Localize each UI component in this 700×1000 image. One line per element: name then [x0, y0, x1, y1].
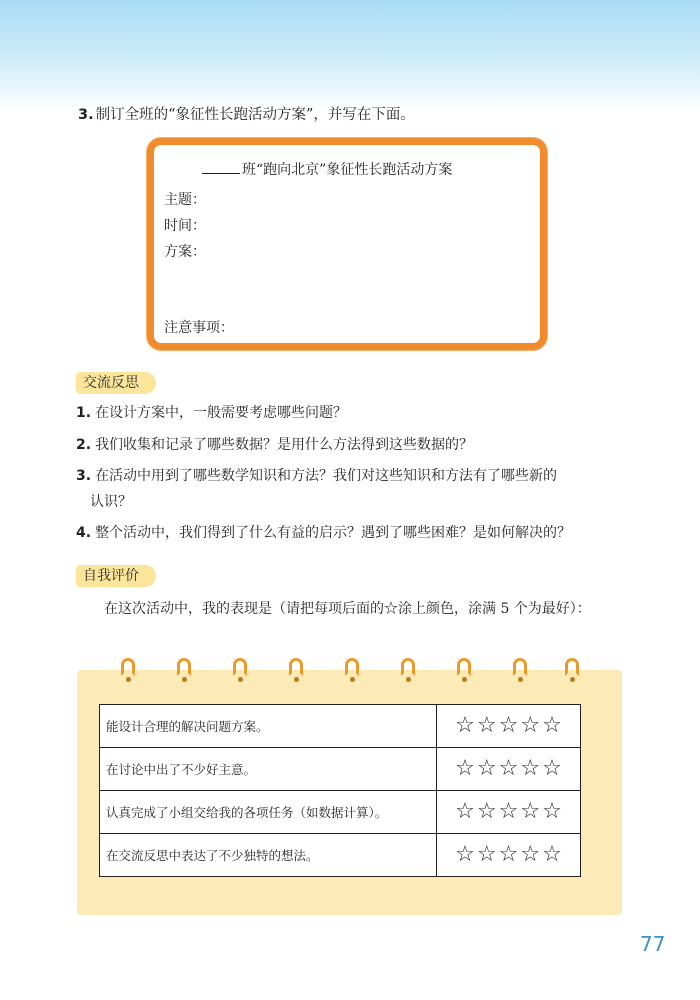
reflection-question-text: 在设计方案中，一般需要考虑哪些问题？ [95, 405, 348, 421]
star-icon[interactable]: ☆ [498, 713, 519, 738]
star-icon[interactable]: ☆ [455, 713, 475, 738]
star-icon[interactable]: ☆ [455, 842, 475, 867]
star-icon[interactable]: ☆ [455, 756, 475, 781]
plan-field-theme: 主题： [164, 192, 206, 208]
binder-ring-icon [513, 658, 527, 676]
reflection-question-text: 我们收集和记录了哪些数据？是用什么方法得到这些数据的？ [95, 437, 474, 453]
question-3-number: 3. [78, 107, 94, 123]
binder-ring-icon [565, 658, 579, 676]
self-eval-table [99, 704, 581, 877]
page-number: 77 [640, 932, 666, 956]
reflection-question-2 [76, 432, 636, 458]
star-icon[interactable]: ☆ [542, 799, 562, 824]
table-row [100, 705, 581, 748]
binder-ring-icon [121, 658, 135, 676]
reflection-question-3 [76, 463, 636, 515]
binder-ring-icon [233, 658, 247, 676]
table-row [100, 748, 581, 791]
star-icon[interactable]: ☆ [498, 842, 519, 867]
binder-ring-icon [401, 658, 415, 676]
plan-field-time: 时间： [164, 218, 206, 234]
reflection-question-continuation: 认识？ [90, 494, 132, 510]
reflection-question-text: 在活动中用到了哪些数学知识和方法？我们对这些知识和方法有了哪些新的 [95, 468, 558, 484]
star-icon[interactable]: ☆ [498, 756, 519, 781]
reflection-tag: 交流反思 [76, 372, 149, 394]
star-rating [437, 834, 581, 877]
eval-item-desc: 能设计合理的解决问题方案。 [100, 705, 437, 748]
star-icon[interactable]: ☆ [476, 756, 497, 781]
self-eval-intro: 在这次活动中，我的表现是（请把每项后面的☆涂上颜色，涂满 5 个为最好）： [104, 601, 591, 617]
self-eval-notepad [77, 670, 622, 915]
star-icon[interactable]: ☆ [542, 842, 562, 867]
reflection-question-4 [76, 520, 636, 546]
table-row [100, 834, 581, 877]
star-rating [437, 748, 581, 791]
reflection-question-number: 3. [76, 468, 92, 484]
star-icon[interactable]: ☆ [476, 799, 497, 824]
star-icon[interactable]: ☆ [520, 756, 541, 781]
reflection-question-1 [76, 400, 636, 426]
star-icon[interactable]: ☆ [455, 799, 475, 824]
plan-field-notes: 注意事项： [164, 320, 234, 336]
star-icon[interactable]: ☆ [542, 756, 562, 781]
plan-title [202, 159, 452, 179]
star-icon[interactable]: ☆ [520, 842, 541, 867]
binder-ring-icon [177, 658, 191, 676]
reflection-question-number: 1. [76, 405, 92, 421]
reflection-question-number: 4. [76, 525, 92, 541]
star-rating [437, 705, 581, 748]
question-3-text: 制订全班的“象征性长跑活动方案”，并写在下面。 [95, 107, 415, 123]
binder-ring-icon [345, 658, 359, 676]
star-icon[interactable]: ☆ [520, 799, 541, 824]
plan-title-text: 班“跑向北京”象征性长跑活动方案 [242, 162, 453, 178]
star-rating [437, 791, 581, 834]
binder-ring-icon [289, 658, 303, 676]
eval-item-desc: 认真完成了小组交给我的各项任务（如数据计算）。 [100, 791, 437, 834]
table-row [100, 791, 581, 834]
reflection-question-text: 整个活动中，我们得到了什么有益的启示？遇到了哪些困难？是如何解决的？ [95, 525, 572, 541]
star-icon[interactable]: ☆ [476, 713, 497, 738]
plan-field-plan: 方案： [164, 244, 206, 260]
self-eval-tag: 自我评价 [76, 565, 149, 587]
binder-ring-icon [457, 658, 471, 676]
star-icon[interactable]: ☆ [542, 713, 562, 738]
eval-item-desc: 在讨论中出了不少好主意。 [100, 748, 437, 791]
header-gradient-band [0, 0, 700, 110]
class-name-blank[interactable] [202, 159, 240, 174]
question-3 [78, 103, 415, 124]
eval-item-desc: 在交流反思中表达了不少独特的想法。 [100, 834, 437, 877]
star-icon[interactable]: ☆ [520, 713, 541, 738]
star-icon[interactable]: ☆ [476, 842, 497, 867]
star-icon[interactable]: ☆ [498, 799, 519, 824]
reflection-question-number: 2. [76, 437, 92, 453]
activity-plan-box [147, 138, 547, 350]
